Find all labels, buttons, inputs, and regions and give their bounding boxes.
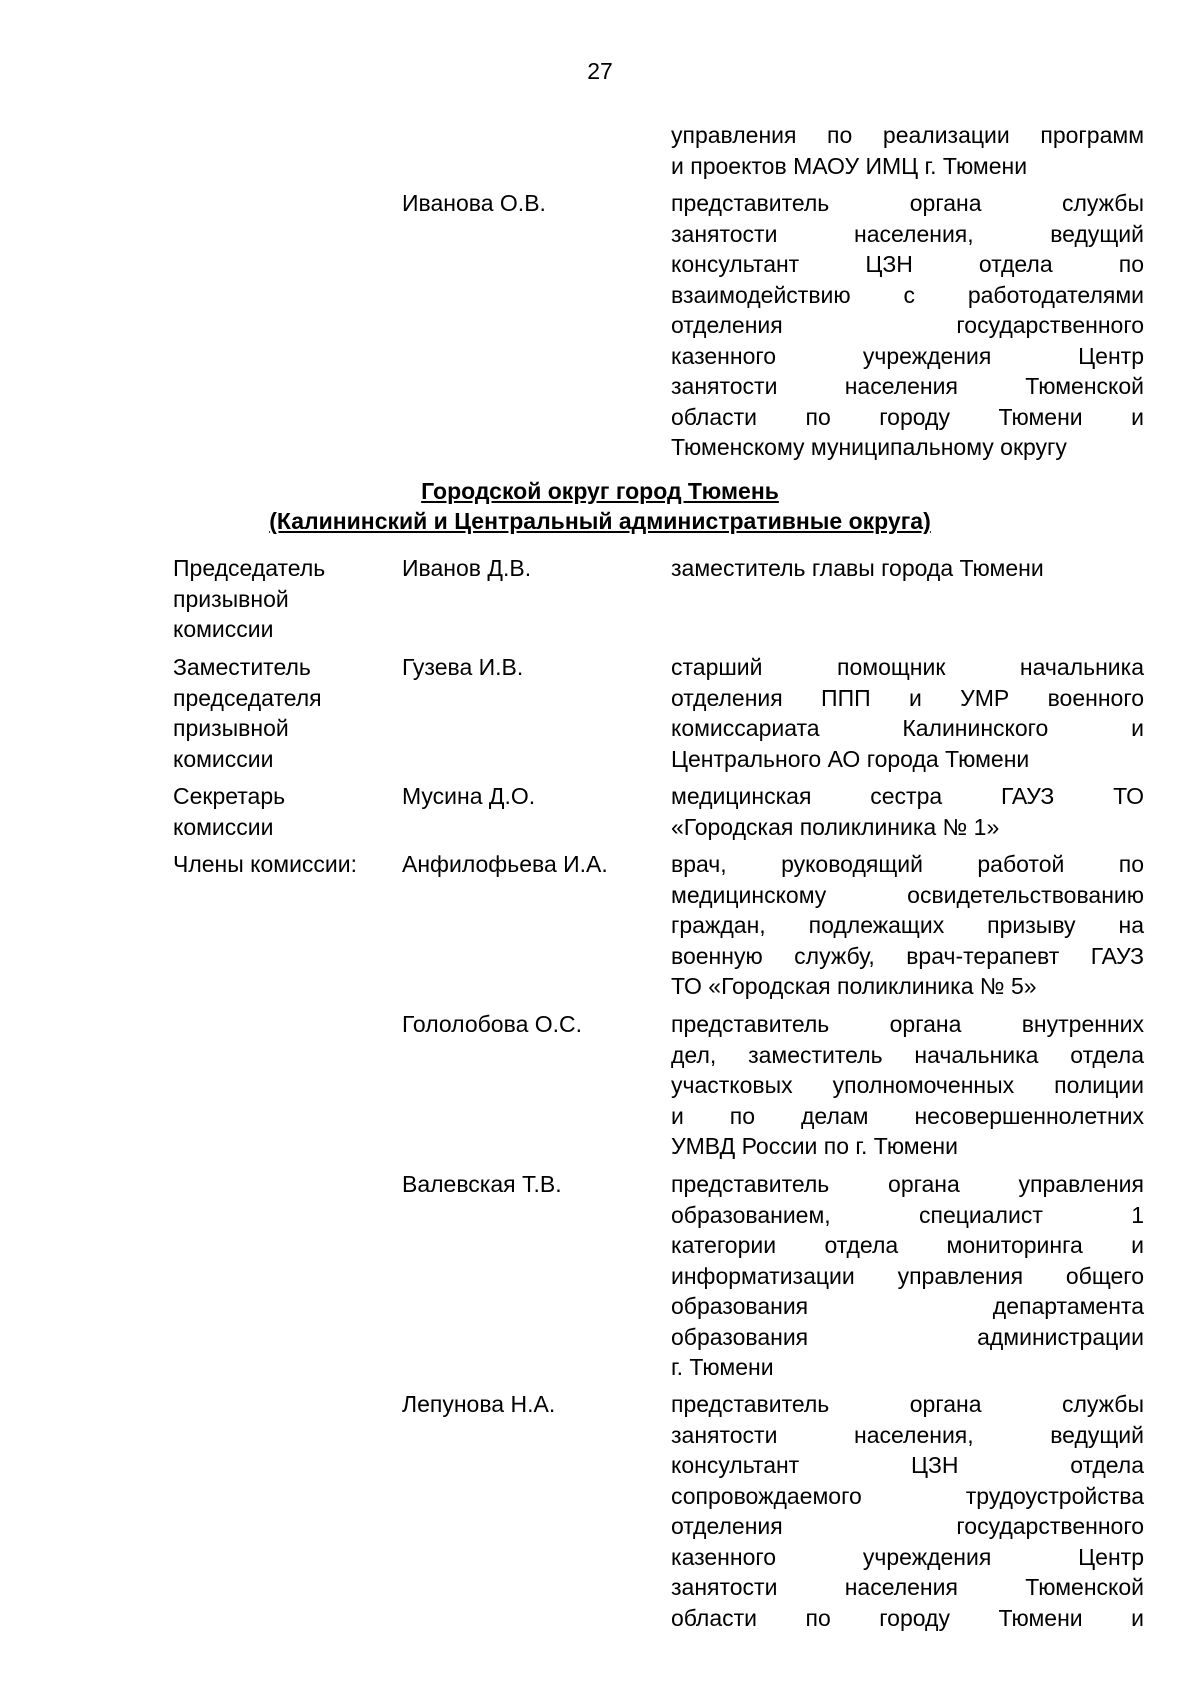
description-line: отделения ППП и УМР военного [671, 684, 1144, 711]
description-line: старший помощник начальника [671, 654, 1144, 680]
member-role [173, 652, 398, 774]
description-line: дел, заместитель начальника отдела [671, 1041, 1144, 1068]
description-line: представитель органа службы [671, 190, 1144, 216]
member-name [402, 652, 662, 683]
description-line: занятости населения Тюменской [671, 1574, 1144, 1600]
member-name [402, 1389, 662, 1420]
description-line: образования департамента [671, 1293, 1144, 1319]
description-line: представитель органа службы [671, 1391, 1144, 1417]
role-line: Члены комиссии: [173, 851, 358, 877]
description-line: граждан, подлежащих призыву на [671, 912, 1144, 938]
member-name-text: Анфилофьева И.А. [402, 851, 608, 877]
member-description [671, 652, 1144, 774]
member-name [402, 188, 662, 219]
description-line: консультант ЦЗН отдела по [671, 251, 1144, 277]
description-line: категории отдела мониторинга и [671, 1232, 1144, 1258]
member-role [173, 553, 398, 645]
description-line: и по делам несовершеннолетних [671, 1102, 1144, 1129]
member-description [671, 120, 1144, 181]
section-heading-line-2: (Калининский и Центральный административные округа) [269, 508, 931, 534]
member-description [671, 781, 1144, 842]
description-line: занятости населения, ведущий [671, 1421, 1144, 1448]
description-line: консультант ЦЗН отдела [671, 1452, 1144, 1478]
description-line: области по городу Тюмени и [671, 403, 1144, 430]
description-line: участковых уполномоченных полиции [671, 1072, 1144, 1098]
role-line: Председатель [173, 555, 326, 581]
role-line: комиссии [173, 745, 274, 772]
member-name [402, 1009, 662, 1040]
page-number: 27 [587, 58, 613, 84]
description-line: казенного учреждения Центр [671, 342, 1144, 369]
member-name-text: Иванов Д.В. [402, 555, 532, 581]
member-role [173, 849, 398, 880]
member-role [173, 781, 398, 842]
role-line: призывной [173, 585, 289, 612]
role-line: Заместитель [173, 654, 311, 680]
description-line: и проектов МАОУ ИМЦ г. Тюмени [671, 152, 1028, 179]
description-line: ТО «Городская поликлиника № 5» [671, 973, 1037, 999]
member-description [671, 1009, 1144, 1162]
role-line: призывной [173, 715, 289, 741]
description-line: информатизации управления общего [671, 1262, 1144, 1289]
member-name [402, 1169, 662, 1200]
description-line: военную службу, врач-терапевт ГАУЗ [671, 942, 1144, 969]
role-line: председателя [173, 684, 322, 711]
description-line: «Городская поликлиника № 1» [671, 813, 1000, 840]
description-line: отделения государственного [671, 1513, 1144, 1539]
member-description [671, 1389, 1144, 1633]
member-description [671, 849, 1144, 1002]
member-name-text: Иванова О.В. [402, 190, 546, 216]
description-line: занятости населения, ведущий [671, 220, 1144, 247]
role-line: комиссии [173, 813, 274, 840]
member-description [671, 553, 1144, 584]
description-line: представитель органа внутренних [671, 1011, 1144, 1037]
member-name-text: Гололобова О.С. [402, 1011, 583, 1037]
description-line: образования администрации [671, 1323, 1144, 1350]
section-heading-line-1: Городской округ город Тюмень [421, 478, 779, 504]
description-line: врач, руководящий работой по [671, 851, 1144, 877]
description-line: г. Тюмени [671, 1354, 774, 1380]
description-line: занятости населения Тюменской [671, 373, 1144, 399]
role-line: Секретарь [173, 783, 286, 809]
role-line: комиссии [173, 616, 274, 642]
member-name-text: Лепунова Н.А. [402, 1391, 556, 1417]
description-line: отделения государственного [671, 312, 1144, 338]
description-line: образованием, специалист 1 [671, 1201, 1144, 1228]
member-name [402, 553, 662, 584]
member-description [671, 188, 1144, 463]
description-line: комиссариата Калининского и [671, 715, 1144, 741]
description-line: медицинская сестра ГАУЗ ТО [671, 783, 1144, 809]
member-description [671, 1169, 1144, 1383]
description-line: взаимодействию с работодателями [671, 281, 1144, 308]
member-name-text: Гузева И.В. [402, 654, 524, 680]
member-name-text: Мусина Д.О. [402, 783, 536, 809]
description-line: управления по реализации программ [671, 122, 1144, 148]
description-line: заместитель главы города Тюмени [671, 555, 1044, 581]
description-line: сопровождаемого трудоустройства [671, 1482, 1144, 1509]
description-line: казенного учреждения Центр [671, 1543, 1144, 1570]
description-line: УМВД России по г. Тюмени [671, 1133, 958, 1159]
member-name [402, 849, 662, 880]
description-line: Тюменскому муниципальному округу [671, 434, 1067, 460]
description-line: Центрального АО города Тюмени [671, 745, 1030, 772]
member-name [402, 781, 662, 812]
member-name-text: Валевская Т.В. [402, 1171, 562, 1197]
description-line: медицинскому освидетельствованию [671, 881, 1144, 908]
description-line: представитель органа управления [671, 1171, 1144, 1197]
description-line: области по городу Тюмени и [671, 1604, 1144, 1631]
